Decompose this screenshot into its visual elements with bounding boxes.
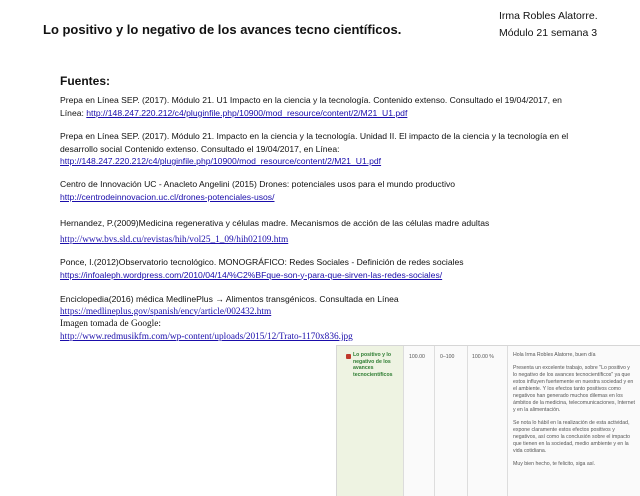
source-entry: [60, 178, 620, 203]
document-title: Lo positivo y lo negativo de los avances tecno científicos.: [43, 22, 402, 37]
source-link[interactable]: http://www.bvs.sld.cu/revistas/hih/vol25_1_09/hih02109.htm: [60, 234, 289, 245]
source-link-prefix: Línea:: [60, 107, 87, 118]
source-text: Prepa en Línea SEP. (2017). Módulo 21. U1 Impacto en la ciencia y la tecnología. Contenido extenso. Consultado el 19/04/2017, en: [60, 95, 562, 105]
score-range: 0–100: [440, 354, 455, 360]
source-link[interactable]: https://medlineplus.gov/spanish/ency/article/002432.htm: [60, 306, 272, 317]
criterion-name[interactable]: Lo positivo y lo negativo de los avances tecnocientíficos: [353, 352, 393, 378]
criterion-flag-icon: [346, 354, 351, 359]
source-text: desarrollo social Contenido extenso. Consultado el 19/04/2017, en Línea:: [60, 143, 340, 154]
sources-heading: Fuentes:: [60, 74, 111, 88]
column-divider: [507, 346, 508, 496]
source-entry: [60, 217, 620, 246]
column-divider: [467, 346, 468, 496]
score-value: 100.00: [409, 354, 425, 360]
feedback-paragraph: Presenta un excelente trabajo, sobre "Lo positivo y lo negativo de los avances tecnocientíficos" ya que estos influyen fuertemente en nuestra sociedad y en el ambiente. Y los efectos tanto positivos como negativos han generado muchos dilemas en los ámbitos de la medicina, telecomunicaciones, Internet y en la alimentación.: [513, 365, 635, 413]
source-link[interactable]: http://148.247.220.212/c4/pluginfile.php/10900/mod_resource/content/2/M21_U1.pdf: [60, 156, 382, 166]
criterion-cell: [337, 346, 404, 496]
author-course: Módulo 21 semana 3: [499, 27, 598, 39]
feedback-text: [513, 352, 635, 474]
author-block: [499, 8, 598, 42]
feedback-paragraph: Hola Irma Robles Alatorre, buen día: [513, 352, 596, 358]
score-percent: 100.00 %: [472, 354, 494, 360]
source-link[interactable]: http://148.247.220.212/c4/pluginfile.php/10900/mod_resource/content/2/M21_U1.pdf: [86, 107, 408, 118]
feedback-paragraph: Muy bien hecho, te felicito, siga así.: [513, 461, 596, 467]
source-text: Enciclopedia(2016) médica MedlinePlus → Alimentos transgénicos. Consultada en Línea: [60, 294, 399, 304]
source-link[interactable]: https://infoaleph.wordpress.com/2010/04/14/%C2%BFque-son-y-para-que-sirven-las-redes-sociales/: [60, 269, 443, 280]
image-credit-label: Imagen tomada de Google:: [60, 319, 161, 329]
grade-panel: [336, 345, 640, 496]
source-entry: [60, 130, 620, 168]
source-link[interactable]: http://centrodeinnovacion.uc.cl/drones-potenciales-usos/: [60, 191, 275, 202]
author-name: Irma Robles Alatorre.: [499, 10, 598, 22]
image-credit-link[interactable]: http://www.redmusikfm.com/wp-content/uploads/2015/12/Trato-1170x836.jpg: [60, 331, 353, 342]
source-text: Prepa en Línea SEP. (2017). Módulo 21. Impacto en la ciencia y la tecnología. Unidad II. El impacto de la ciencia y la tecnología en el: [60, 131, 569, 141]
feedback-paragraph: Se nota lo hábil en la realización de esta actividad, expone claramente estos efectos positivos y negativos, así como la conclusión sobre el impacto que tienen en la sociedad, medio ambiente y en la vida cotidiana.: [513, 420, 631, 454]
source-text: Centro de Innovación UC - Anacleto Angelini (2015) Drones: potenciales usos para el mundo productivo: [60, 179, 456, 189]
source-entry: [60, 94, 620, 119]
source-entry: [60, 293, 620, 343]
column-divider: [434, 346, 435, 496]
source-text: Ponce, I.(2012)Observatorio tecnológico. MONOGRÁFICO: Redes Sociales - Definición de redes sociales: [60, 257, 464, 267]
source-text: Hernandez, P.(2009)Medicina regenerativa y células madre. Mecanismos de acción de las células madre adultas: [60, 218, 490, 228]
source-entry: [60, 256, 620, 281]
